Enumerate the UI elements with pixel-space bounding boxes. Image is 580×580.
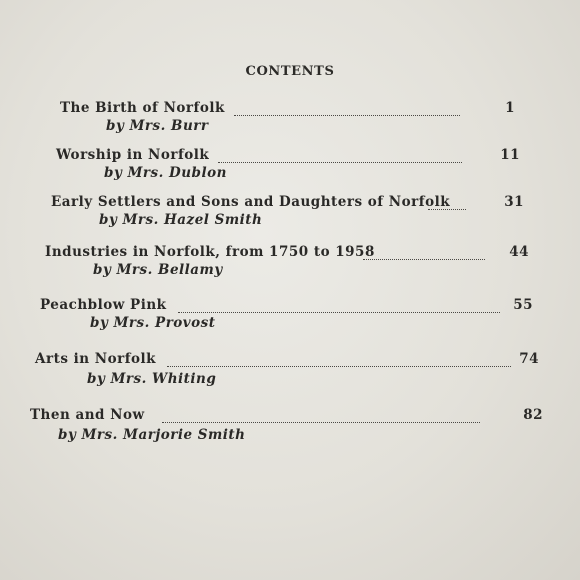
toc-entry-page-number: 11 [500, 147, 520, 163]
dot-leader [218, 146, 462, 163]
dot-leader [162, 406, 480, 423]
toc-entry-page-number: 44 [509, 244, 529, 260]
toc-entry-title: The Birth of Norfolk [60, 100, 225, 116]
toc-entry-title: Early Settlers and Sons and Daughters of Norfolk [51, 194, 451, 210]
toc-entry-author: by Mrs. Burr [106, 118, 209, 134]
dot-leader [234, 99, 460, 116]
dot-leader [178, 296, 500, 313]
dot-leader [167, 350, 511, 367]
toc-entry-author: by Mrs. Provost [90, 315, 216, 331]
dot-leader [363, 243, 485, 260]
toc-entry-author: by Mrs. Whiting [87, 371, 217, 387]
toc-entry-page-number: 31 [504, 194, 524, 210]
toc-entry-page-number: 82 [523, 407, 543, 423]
toc-entry-page-number: 55 [513, 297, 533, 313]
toc-entry-title: Peachblow Pink [40, 297, 167, 313]
toc-entry-page-number: 1 [505, 100, 515, 116]
toc-entry-author: by Mrs. Dublon [104, 165, 227, 181]
toc-entry-author: by Mrs. Hazel Smith [99, 212, 263, 228]
toc-entry-page-number: 74 [519, 351, 539, 367]
toc-entry-author: by Mrs. Bellamy [93, 262, 223, 278]
page-title: CONTENTS [245, 64, 335, 79]
toc-entry-title: Industries in Norfolk, from 1750 to 1958 [45, 244, 375, 260]
toc-entry-title: Worship in Norfolk [56, 147, 210, 163]
toc-entry-title: Arts in Norfolk [35, 351, 157, 367]
toc-entry-author: by Mrs. Marjorie Smith [58, 427, 246, 443]
dot-leader [428, 193, 466, 210]
toc-entry-title: Then and Now [30, 407, 145, 423]
